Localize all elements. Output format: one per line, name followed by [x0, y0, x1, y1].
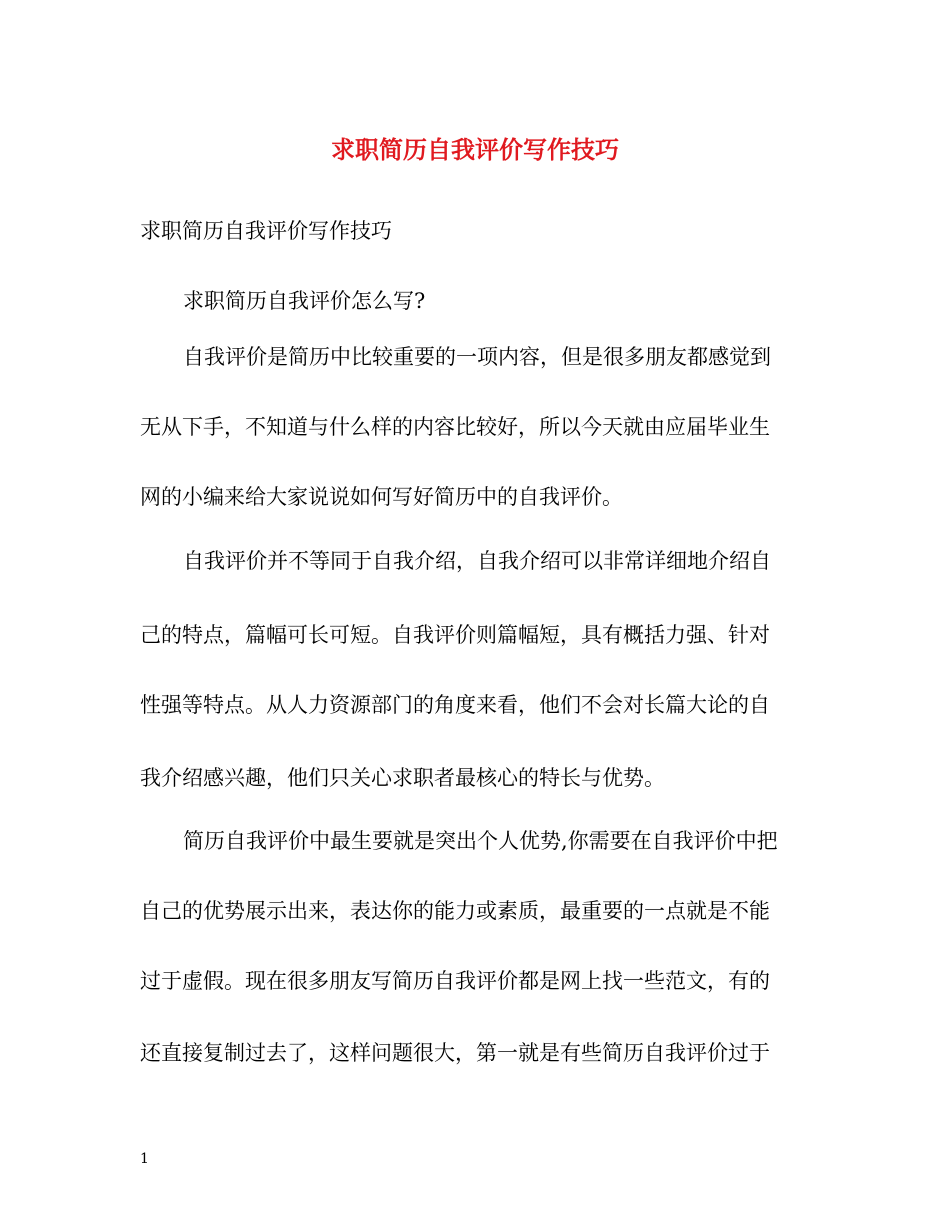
paragraph-line: 过于虚假。现在很多朋友写简历自我评价都是网上找一些范文，有的 [140, 969, 770, 993]
document-subtitle: 求职简历自我评价写作技巧 [140, 219, 392, 243]
paragraph-line: 网的小编来给大家说说如何写好简历中的自我评价。 [140, 485, 623, 509]
paragraph-line: 无从下手，不知道与什么样的内容比较好，所以今天就由应届毕业生 [140, 415, 770, 439]
paragraph-line: 己的特点，篇幅可长可短。自我评价则篇幅短，具有概括力强、针对 [140, 623, 770, 647]
page-number: 1 [140, 1151, 149, 1167]
paragraph-line: 自我评价是简历中比较重要的一项内容，但是很多朋友都感觉到 [183, 345, 771, 369]
paragraph-line: 自我评价并不等同于自我介绍，自我介绍可以非常详细地介绍自 [183, 549, 771, 573]
paragraph-line: 自己的优势展示出来，表达你的能力或素质，最重要的一点就是不能 [140, 899, 770, 923]
paragraph-line: 我介绍感兴趣，他们只关心求职者最核心的特长与优势。 [140, 766, 665, 790]
paragraph-line: 简历自我评价中最生要就是突出个人优势,你需要在自我评价中把 [183, 829, 778, 853]
section-question: 求职简历自我评价怎么写? [183, 289, 426, 313]
paragraph-line: 还直接复制过去了，这样问题很大，第一就是有些简历自我评价过于 [140, 1041, 770, 1065]
document-title: 求职简历自我评价写作技巧 [331, 135, 619, 164]
paragraph-line: 性强等特点。从人力资源部门的角度来看，他们不会对长篇大论的自 [140, 693, 770, 717]
